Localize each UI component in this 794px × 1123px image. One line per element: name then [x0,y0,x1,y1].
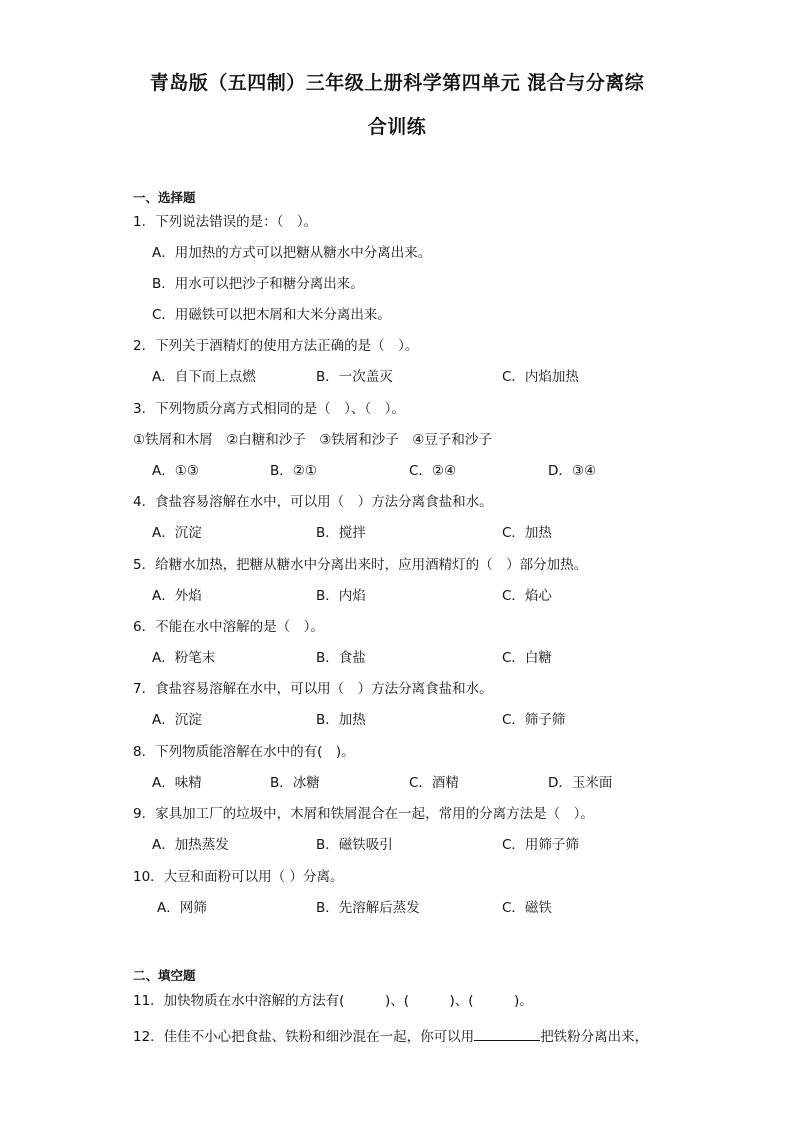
option[interactable]: A．①③ [152,463,199,479]
question-stem: 2．下列关于酒精灯的使用方法正确的是（ ）。 [133,338,419,354]
option[interactable]: C．加热 [502,525,552,541]
option[interactable]: A．加热蒸发 [152,837,229,853]
option[interactable]: A．沉淀 [152,712,202,728]
option[interactable]: B．食盐 [316,650,366,666]
option[interactable]: C．筛子筛 [502,712,566,728]
page-title-line-1: 青岛版（五四制）三年级上册科学第四单元 混合与分离综 [149,72,645,94]
option[interactable]: C．磁铁 [502,900,552,916]
option[interactable]: D．玉米面 [548,775,613,791]
section-heading-fill: 二、填空题 [133,968,196,983]
option[interactable]: B．一次盖灭 [316,369,393,385]
option[interactable]: A．用加热的方式可以把糖从糖水中分离出来。 [152,245,432,261]
option[interactable]: C．酒精 [409,775,459,791]
option[interactable]: C．焰心 [502,588,552,604]
option[interactable]: B．磁铁吸引 [316,837,393,853]
option[interactable]: C．内焰加热 [502,369,579,385]
fill-question-text: 12．佳佳不小心把食盐、铁粉和细沙混在一起，你可以用 [133,1029,475,1045]
option[interactable]: B．搅拌 [316,525,366,541]
fill-question [133,1026,648,1046]
fill-question-text: 把铁粉分离出来， [540,1029,649,1045]
question-stem: 6．不能在水中溶解的是（ ）。 [133,619,324,635]
option[interactable]: A．粉笔末 [152,650,216,666]
question-stem: 8．下列物质能溶解在水中的有( )。 [133,744,355,760]
question-stem: 9．家具加工厂的垃圾中，木屑和铁屑混合在一起，常用的分离方法是（ ）。 [133,806,594,822]
option[interactable]: A．沉淀 [152,525,202,541]
answer-blank[interactable] [474,1026,540,1041]
option[interactable]: B．加热 [316,712,366,728]
option[interactable]: B．先溶解后蒸发 [316,900,420,916]
option[interactable]: A．味精 [152,775,202,791]
question-items: ①铁屑和木屑 ②白糖和沙子 ③铁屑和沙子 ④豆子和沙子 [133,432,492,448]
option[interactable]: C．用筛子筛 [502,837,579,853]
fill-question: 11．加快物质在水中溶解的方法有( )、( )、( )。 [133,993,533,1009]
question-stem: 7．食盐容易溶解在水中，可以用（ ）方法分离食盐和水。 [133,681,493,697]
question-stem: 1．下列说法错误的是：（ ）。 [133,214,318,230]
option[interactable]: B．冰糖 [270,775,320,791]
option[interactable]: B．用水可以把沙子和糖分离出来。 [152,276,364,292]
option[interactable]: C．用磁铁可以把木屑和大米分离出来。 [152,307,391,323]
option[interactable]: A．网筛 [157,900,207,916]
question-stem: 10．大豆和面粉可以用（ ）分离。 [133,869,344,885]
option[interactable]: B．②① [270,463,317,479]
option[interactable]: B．内焰 [316,588,366,604]
option[interactable]: C．②④ [409,463,457,479]
option[interactable]: D．③④ [548,463,597,479]
option[interactable]: C．白糖 [502,650,552,666]
question-stem: 5．给糖水加热，把糖从糖水中分离出来时，应用酒精灯的（ ）部分加热。 [133,557,588,573]
question-stem: 3．下列物质分离方式相同的是（ ）、（ ）。 [133,401,405,417]
question-stem: 4．食盐容易溶解在水中，可以用（ ）方法分离食盐和水。 [133,494,493,510]
page-title-line-2: 合训练 [367,116,427,138]
option[interactable]: A．自下而上点燃 [152,369,256,385]
option[interactable]: A．外焰 [152,588,202,604]
section-heading-choice: 一、选择题 [133,190,196,205]
